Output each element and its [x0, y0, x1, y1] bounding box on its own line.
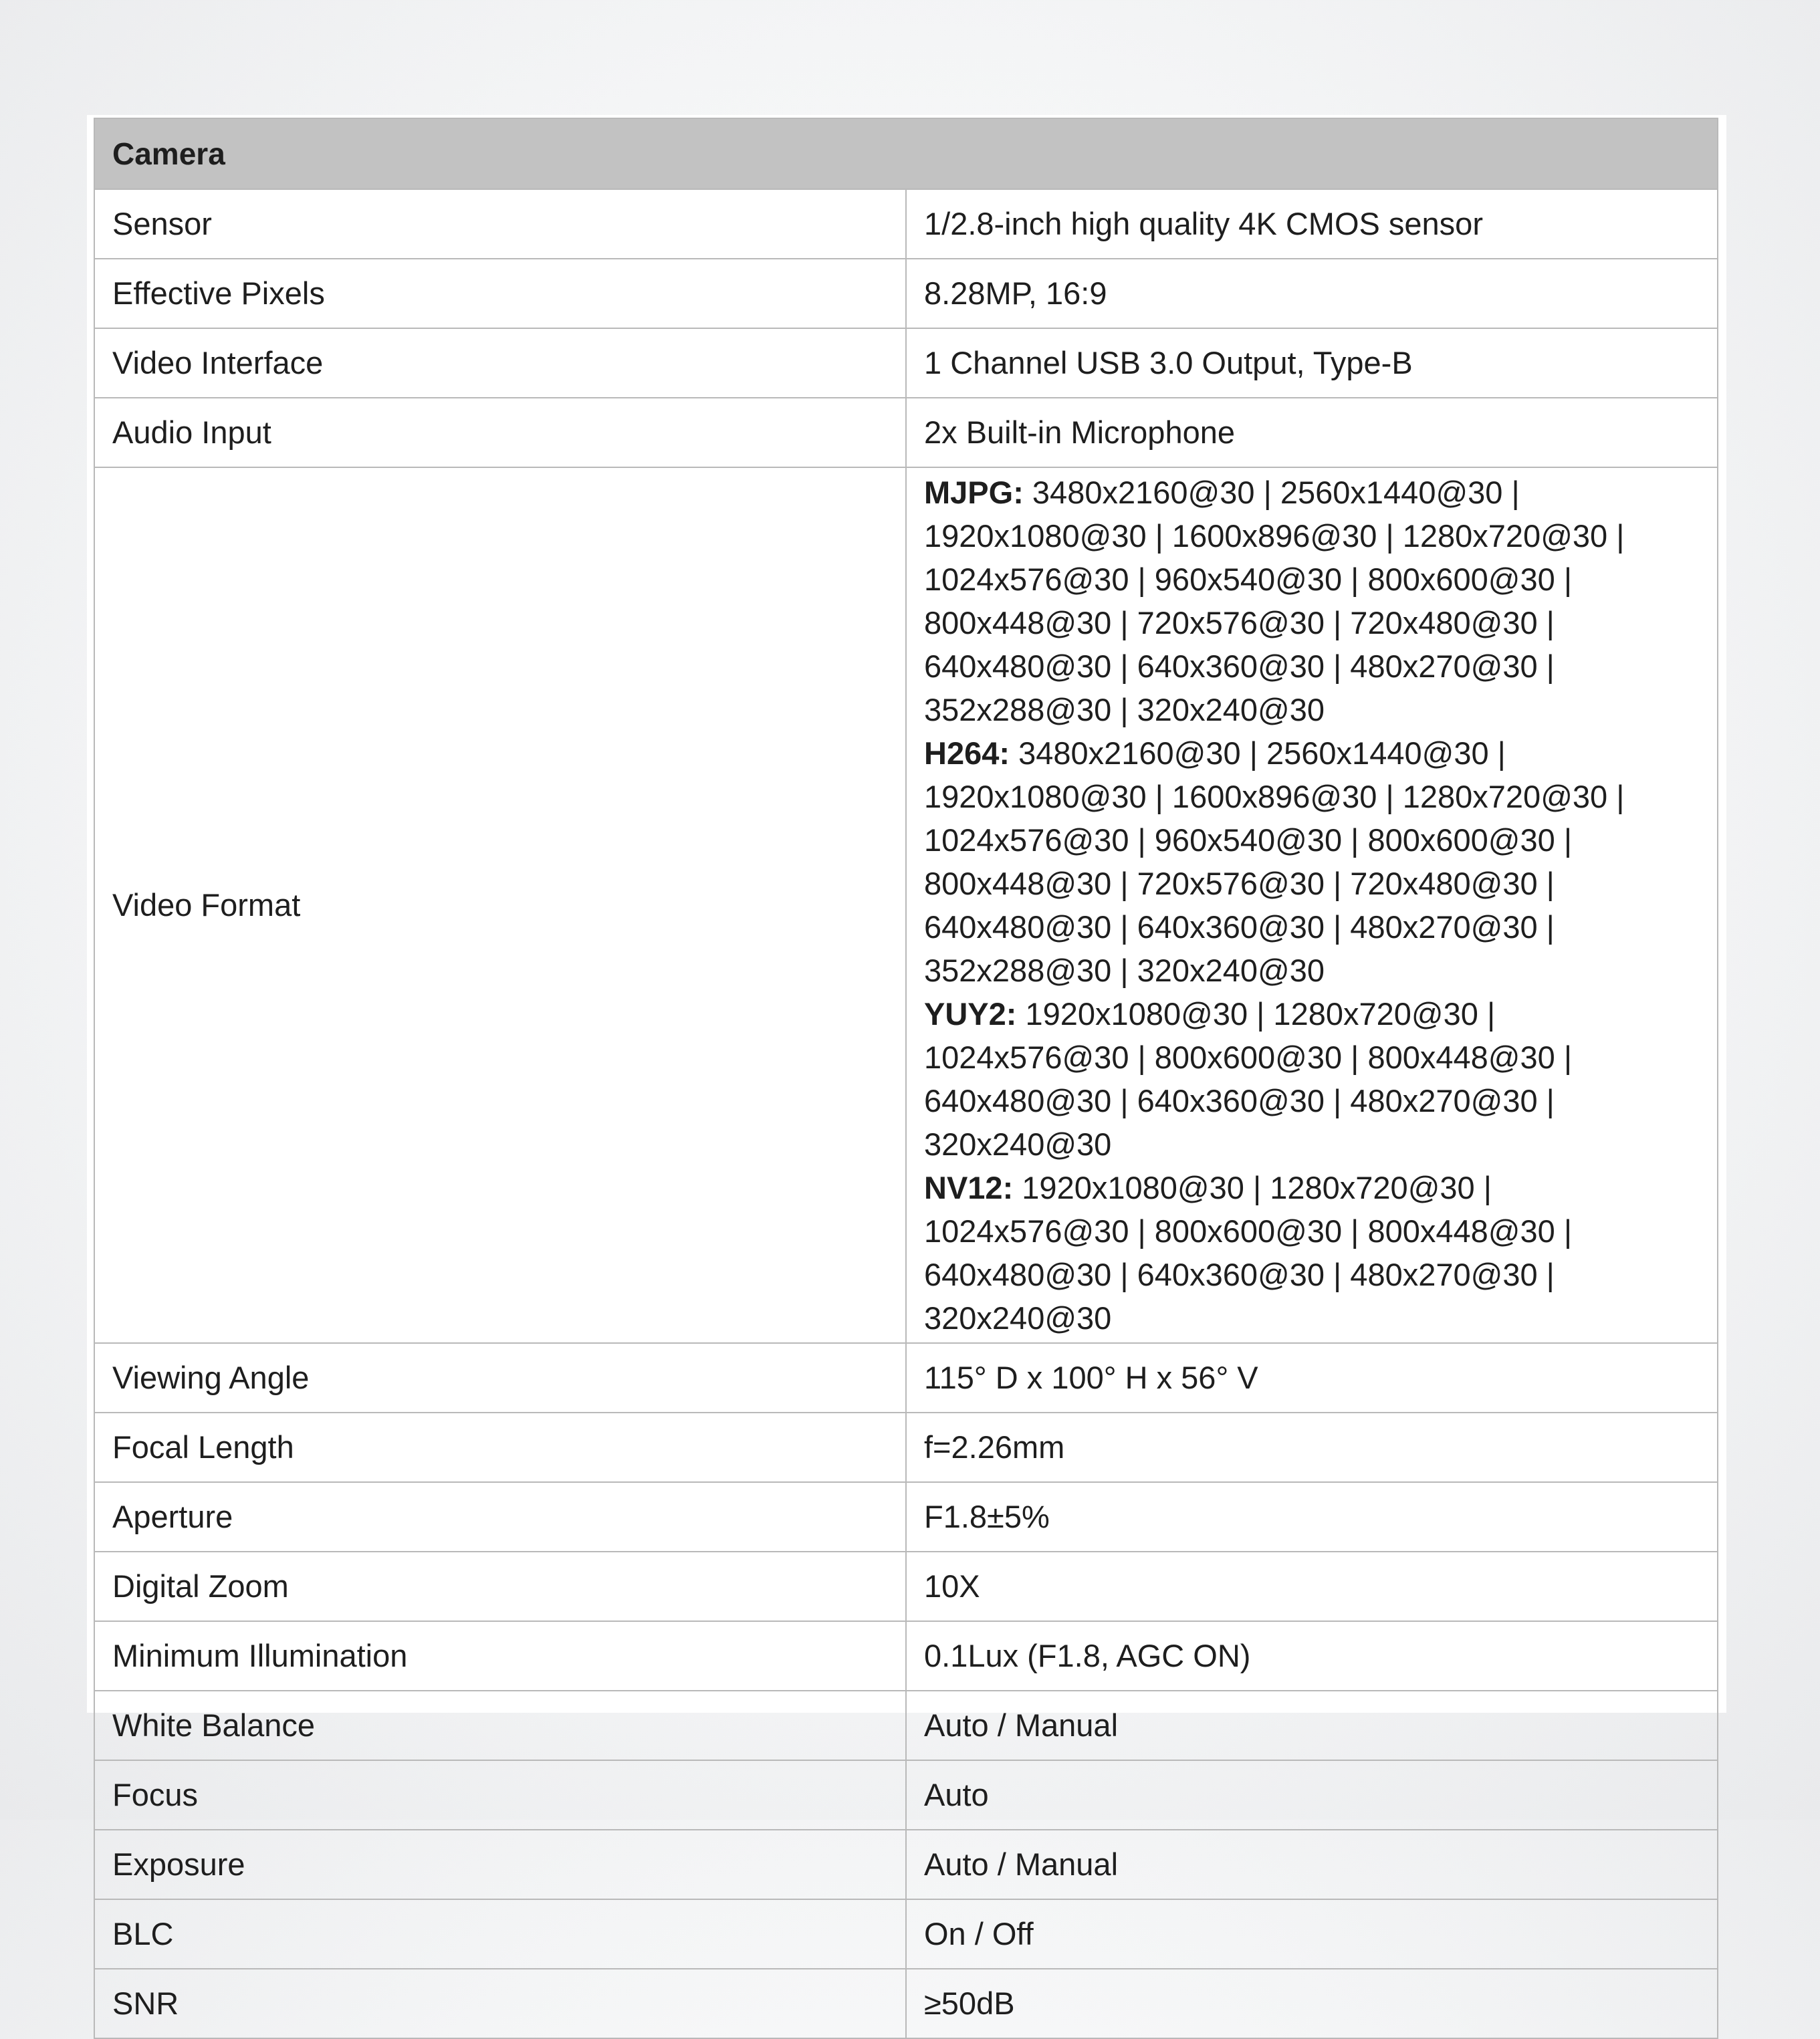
format-entry-mjpg: [924, 471, 1700, 731]
row-label: BLC: [94, 1899, 906, 1969]
row-label: Video Interface: [94, 328, 906, 398]
row-value: Auto / Manual: [906, 1691, 1718, 1760]
row-label: Effective Pixels: [94, 259, 906, 328]
table-row-sensor: [94, 189, 1718, 259]
table-row-aperture: [94, 1482, 1718, 1552]
row-value: Auto / Manual: [906, 1830, 1718, 1899]
table-row-viewing-angle: [94, 1343, 1718, 1413]
row-value: 1/2.8-inch high quality 4K CMOS sensor: [906, 189, 1718, 259]
section-header-row: [94, 118, 1718, 189]
row-label: SNR: [94, 1969, 906, 2038]
table-row-audio-input: [94, 398, 1718, 467]
format-name: MJPG:: [924, 475, 1024, 510]
row-value: 115° D x 100° H x 56° V: [906, 1343, 1718, 1413]
table-row-video-interface: [94, 328, 1718, 398]
row-value: 1 Channel USB 3.0 Output, Type-B: [906, 328, 1718, 398]
row-value: 2x Built-in Microphone: [906, 398, 1718, 467]
format-modes: 3480x2160@30 | 2560x1440@30 | 1920x1080@30 | 1600x896@30 | 1280x720@30 | 1024x576@30 | 960x540@30 | 800x600@30 | 800x448@30 | 720x576@30 | 720x480@30 | 640x480@30 | 640x360@30 | 480x270@30 | 352x288@30 | 320x240@30: [924, 735, 1625, 988]
row-label: Audio Input: [94, 398, 906, 467]
format-entry-h264: [924, 731, 1700, 992]
table-row-blc: [94, 1899, 1718, 1969]
row-label: Video Format: [94, 467, 906, 1343]
row-label: White Balance: [94, 1691, 906, 1760]
row-label: Minimum Illumination: [94, 1621, 906, 1691]
camera-spec-table: [94, 118, 1718, 2039]
row-value: 8.28MP, 16:9: [906, 259, 1718, 328]
row-value: 10X: [906, 1552, 1718, 1621]
format-modes: 1920x1080@30 | 1280x720@30 | 1024x576@30 | 800x600@30 | 800x448@30 | 640x480@30 | 640x360@30 | 480x270@30 | 320x240@30: [924, 1170, 1573, 1336]
row-label: Sensor: [94, 189, 906, 259]
row-label: Digital Zoom: [94, 1552, 906, 1621]
row-value: F1.8±5%: [906, 1482, 1718, 1552]
format-modes: 3480x2160@30 | 2560x1440@30 | 1920x1080@30 | 1600x896@30 | 1280x720@30 | 1024x576@30 | 960x540@30 | 800x600@30 | 800x448@30 | 720x576@30 | 720x480@30 | 640x480@30 | 640x360@30 | 480x270@30 | 352x288@30 | 320x240@30: [924, 475, 1625, 727]
table-row-focal-length: [94, 1413, 1718, 1482]
table-row-exposure: [94, 1830, 1718, 1899]
table-row-digital-zoom: [94, 1552, 1718, 1621]
section-title: Camera: [94, 118, 1718, 189]
row-value: Auto: [906, 1760, 1718, 1830]
row-value: 0.1Lux (F1.8, AGC ON): [906, 1621, 1718, 1691]
table-row-white-balance: [94, 1691, 1718, 1760]
row-label: Viewing Angle: [94, 1343, 906, 1413]
format-name: NV12:: [924, 1170, 1014, 1205]
table-row-snr: [94, 1969, 1718, 2038]
video-format-list: [906, 467, 1718, 1343]
row-label: Aperture: [94, 1482, 906, 1552]
table-row-video-format: [94, 467, 1718, 1343]
row-label: Focal Length: [94, 1413, 906, 1482]
table-row-minimum-illumination: [94, 1621, 1718, 1691]
spec-card: [87, 115, 1726, 2021]
row-value: ≥50dB: [906, 1969, 1718, 2038]
row-label: Exposure: [94, 1830, 906, 1899]
table-row-focus: [94, 1760, 1718, 1830]
format-entry-yuy2: [924, 992, 1700, 1166]
row-label: Focus: [94, 1760, 906, 1830]
row-value: f=2.26mm: [906, 1413, 1718, 1482]
format-entry-nv12: [924, 1166, 1700, 1340]
row-value: On / Off: [906, 1899, 1718, 1969]
format-name: H264:: [924, 735, 1010, 771]
format-name: YUY2:: [924, 996, 1017, 1032]
table-row-effective-pixels: [94, 259, 1718, 328]
format-modes: 1920x1080@30 | 1280x720@30 | 1024x576@30 | 800x600@30 | 800x448@30 | 640x480@30 | 640x360@30 | 480x270@30 | 320x240@30: [924, 996, 1573, 1162]
